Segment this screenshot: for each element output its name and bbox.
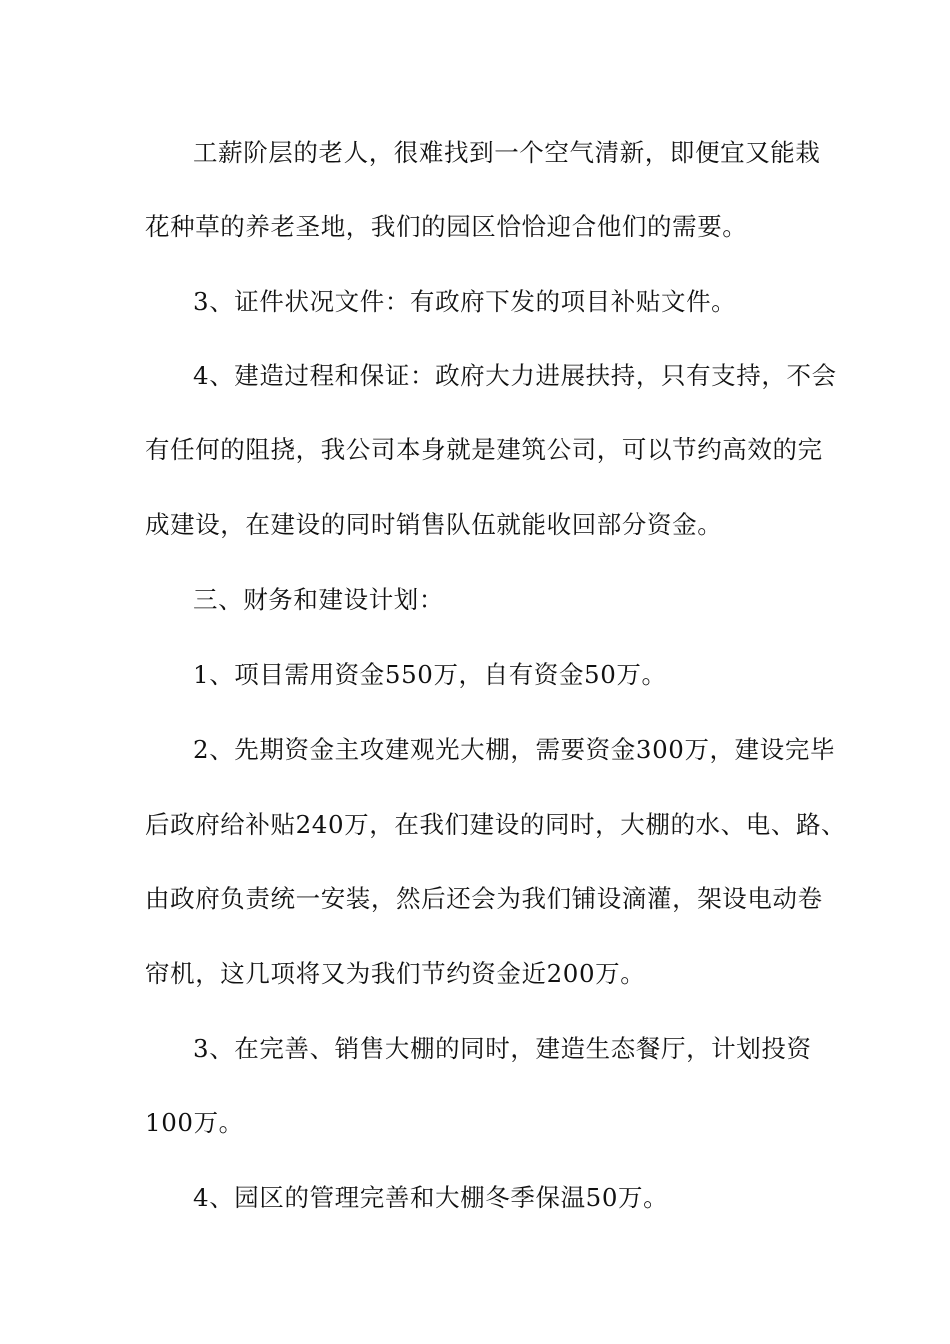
section-heading: 三、财务和建设计划： <box>193 585 444 614</box>
paragraph-line: 100万。 <box>145 1108 244 1137</box>
paragraph-line: 帘机，这几项将又为我们节约资金近200万。 <box>145 959 646 988</box>
paragraph-line: 1、项目需用资金550万，自有资金50万。 <box>193 660 667 689</box>
paragraph-line: 成建设，在建设的同时销售队伍就能收回部分资金。 <box>145 510 723 539</box>
paragraph-line: 3、证件状况文件：有政府下发的项目补贴文件。 <box>193 287 737 316</box>
paragraph-line: 4、园区的管理完善和大棚冬季保温50万。 <box>193 1183 669 1212</box>
paragraph-line: 工薪阶层的老人，很难找到一个空气清新，即便宜又能栽 <box>193 138 821 167</box>
paragraph-line: 花种草的养老圣地，我们的园区恰恰迎合他们的需要。 <box>145 212 748 241</box>
paragraph-line: 有任何的阻挠，我公司本身就是建筑公司，可以节约高效的完 <box>145 435 823 464</box>
paragraph-line: 后政府给补贴240万，在我们建设的同时，大棚的水、电、路、 <box>145 810 847 839</box>
paragraph-line: 2、先期资金主攻建观光大棚，需要资金300万，建设完毕 <box>193 735 836 764</box>
paragraph-line: 4、建造过程和保证：政府大力进展扶持，只有支持，不会 <box>193 361 837 390</box>
paragraph-line: 3、在完善、销售大棚的同时，建造生态餐厅，计划投资 <box>193 1034 812 1063</box>
paragraph-line: 由政府负责统一安装，然后还会为我们铺设滴灌，架设电动卷 <box>145 884 823 913</box>
